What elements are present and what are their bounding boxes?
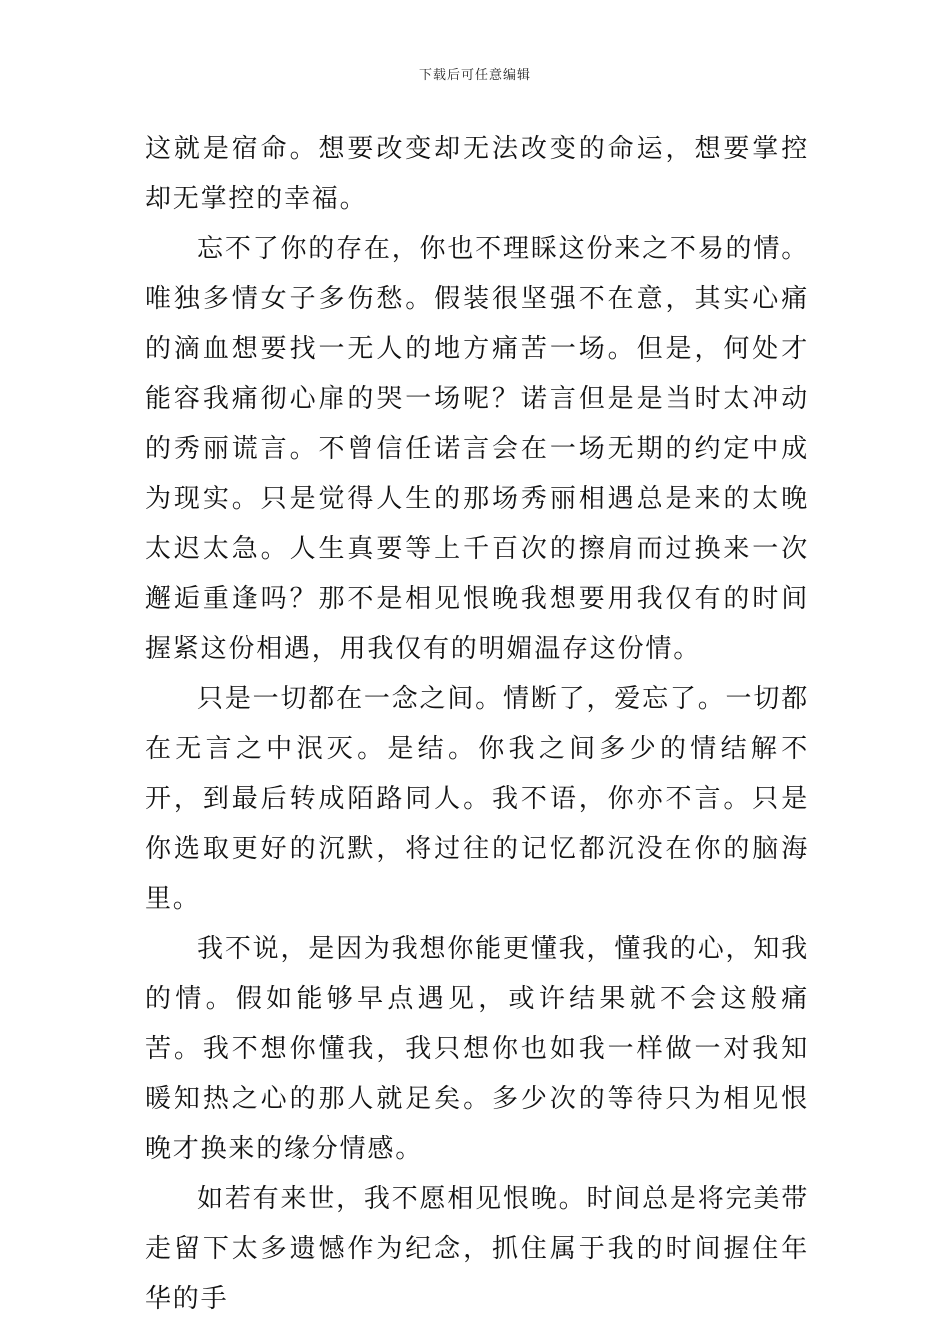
- paragraph-2: 忘不了你的存在，你也不理睬这份来之不易的情。唯独多情女子多伤愁。假装很坚强不在意，其实心痛的滴血想要找一无人的地方痛苦一场。但是，何处才能容我痛彻心扉的哭一场呢？诺言但是是当时太冲动的秀丽谎言。不曾信任诺言会在一场无期的约定中成为现实。只是觉得人生的那场秀丽相遇总是来的太晚太迟太急。人生真要等上千百次的擦肩而过换来一次邂逅重逢吗？那不是相见恨晚我想要用我仅有的时间握紧这份相遇，用我仅有的明媚温存这份情。: [145, 234, 809, 664]
- paragraph-1: 这就是宿命。想要改变却无法改变的命运，想要掌控却无掌控的幸福。: [145, 134, 809, 214]
- paragraph-5: 如若有来世，我不愿相见恨晚。时间总是将完美带走留下太多遗憾作为纪念，抓住属于我的时间握住年华的手: [145, 1184, 809, 1314]
- document-body: [145, 124, 809, 1324]
- paragraph-3: 只是一切都在一念之间。情断了，爱忘了。一切都在无言之中泯灭。是结。你我之间多少的情结解不开，到最后转成陌路同人。我不语，你亦不言。只是你选取更好的沉默，将过往的记忆都沉没在你的脑海里。: [145, 684, 809, 914]
- header-note: 下载后可任意编辑: [418, 68, 531, 83]
- paragraph-4: 我不说，是因为我想你能更懂我，懂我的心，知我的情。假如能够早点遇见，或许结果就不会这般痛苦。我不想你懂我，我只想你也如我一样做一对我知暖知热之心的那人就足矣。多少次的等待只为相见恨晚才换来的缘分情感。: [145, 934, 809, 1164]
